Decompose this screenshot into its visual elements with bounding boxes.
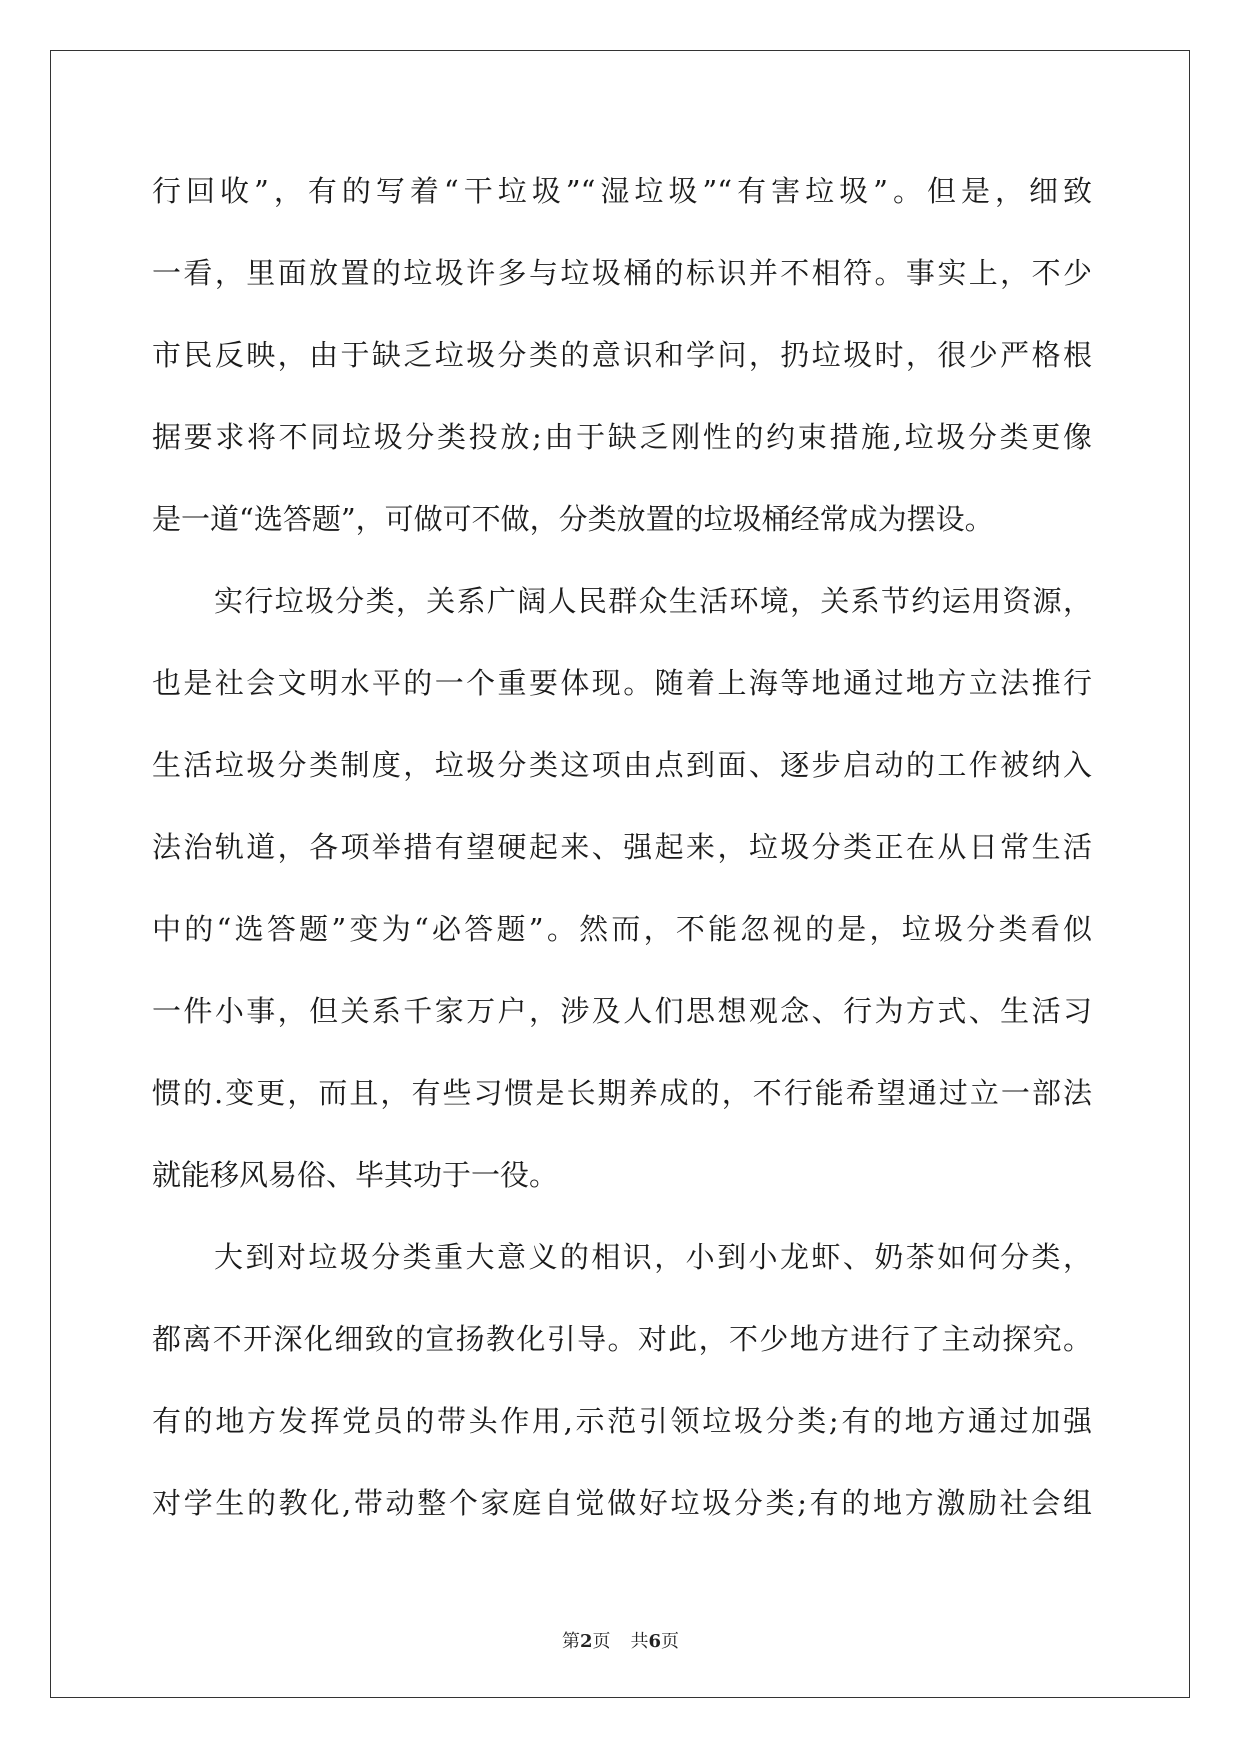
text-line: 是一道“选答题”，可做可不做，分类放置的垃圾桶经常成为摆设。: [152, 502, 994, 536]
text-line: 对学生的教化,带动整个家庭自觉做好垃圾分类;有的地方激励社会组: [152, 1486, 1092, 1520]
text-line: 中的“选答题”变为“必答题”。然而，不能忽视的是，垃圾分类看似: [152, 912, 1092, 946]
page-prefix: 第: [561, 1631, 580, 1652]
current-page-number: 2: [579, 1631, 593, 1652]
text-line: 市民反映，由于缺乏垃圾分类的意识和学问，扔垃圾时，很少严格根: [152, 338, 1092, 372]
text-line: 就能移风易俗、毕其功于一役。: [152, 1158, 559, 1192]
total-suffix: 页: [661, 1631, 680, 1652]
document-body: [152, 164, 1092, 1558]
total-page-number: 6: [648, 1631, 662, 1652]
text-line: 生活垃圾分类制度，垃圾分类这项由点到面、逐步启动的工作被纳入: [152, 748, 1092, 782]
page-footer: [0, 1627, 1241, 1653]
total-prefix: 共: [630, 1631, 649, 1652]
text-line: 法治轨道，各项举措有望硬起来、强起来，垃圾分类正在从日常生活: [152, 830, 1092, 864]
text-line: 一件小事，但关系千家万户，涉及人们思想观念、行为方式、生活习: [152, 994, 1092, 1028]
paragraph-first-line: 实行垃圾分类，关系广阔人民群众生活环境，关系节约运用资源，: [214, 584, 1092, 618]
text-line: 都离不开深化细致的宣扬教化引导。对此，不少地方进行了主动探究。: [152, 1322, 1092, 1356]
text-line: 行回收”，有的写着“干垃圾”“湿垃圾”“有害垃圾”。但是，细致: [152, 174, 1092, 208]
text-line: 也是社会文明水平的一个重要体现。随着上海等地通过地方立法推行: [152, 666, 1092, 700]
page-suffix: 页: [592, 1631, 611, 1652]
text-line: 一看，里面放置的垃圾许多与垃圾桶的标识并不相符。事实上，不少: [152, 256, 1092, 290]
text-line: 据要求将不同垃圾分类投放;由于缺乏刚性的约束措施,垃圾分类更像: [152, 420, 1092, 454]
text-line: 惯的.变更，而且，有些习惯是长期养成的，不行能希望通过立一部法: [152, 1076, 1092, 1110]
paragraph-first-line: 大到对垃圾分类重大意义的相识，小到小龙虾、奶茶如何分类，: [214, 1240, 1092, 1274]
text-line: 有的地方发挥党员的带头作用,示范引领垃圾分类;有的地方通过加强: [152, 1404, 1092, 1438]
